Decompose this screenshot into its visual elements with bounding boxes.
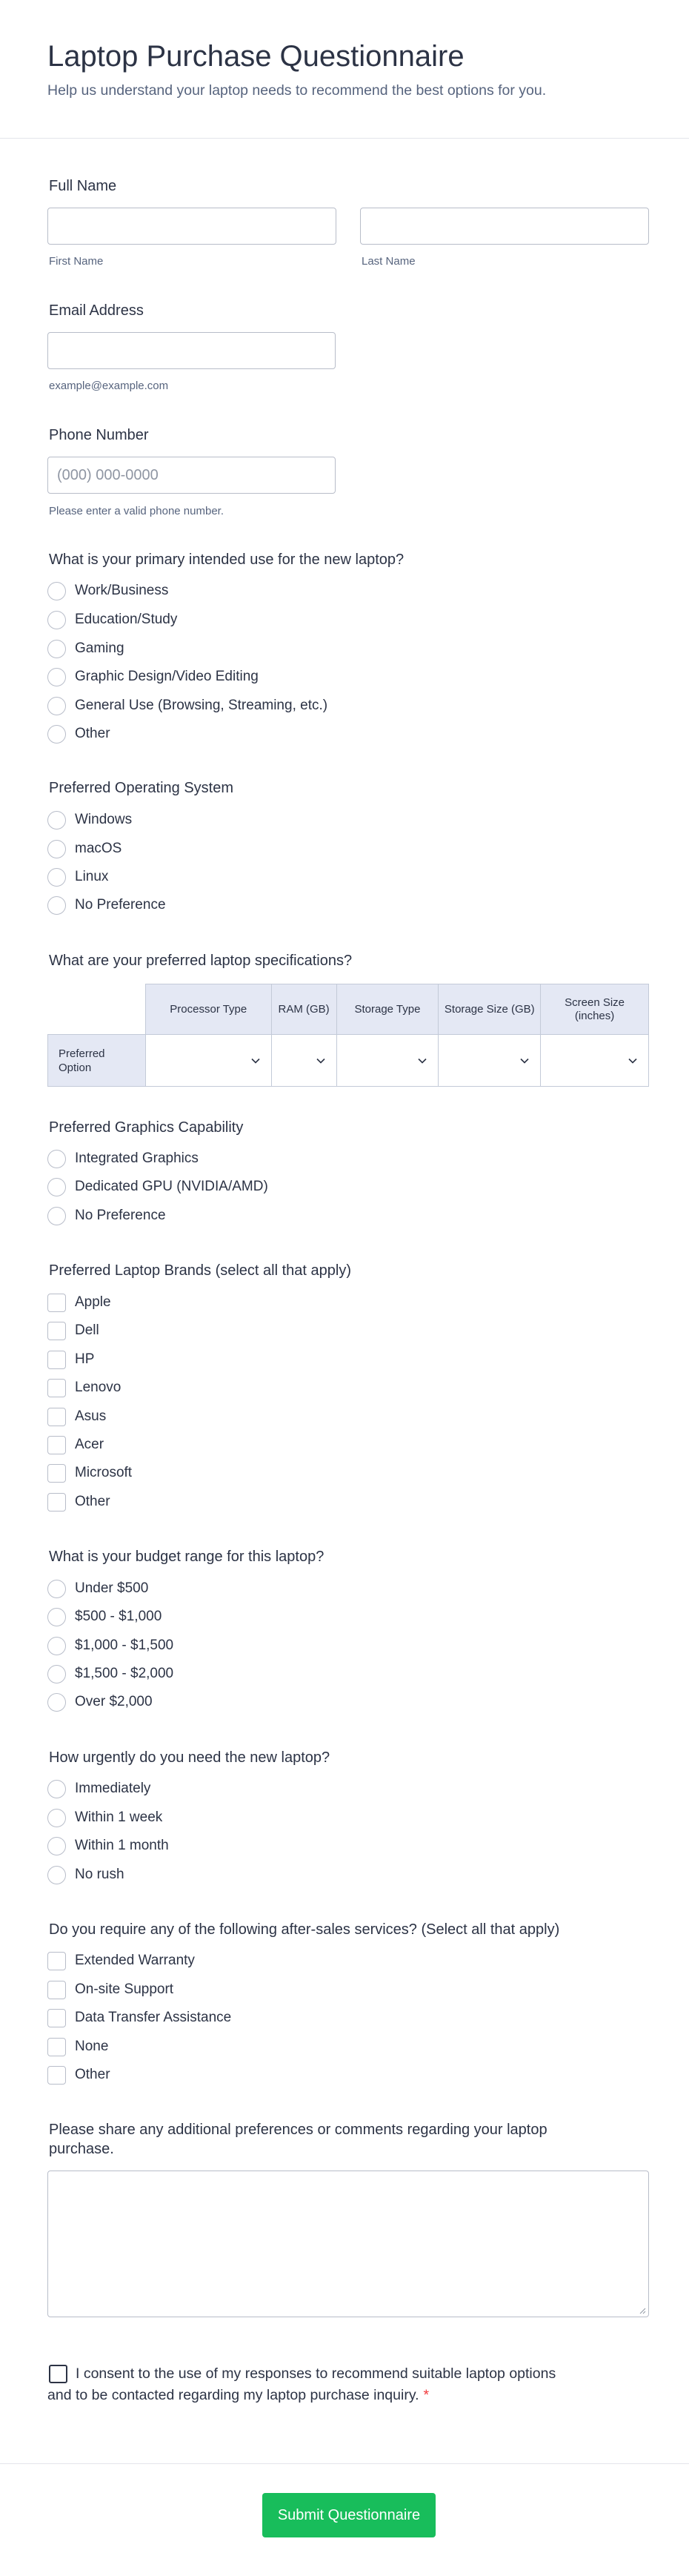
radio-button[interactable] — [47, 896, 66, 915]
radio-option[interactable] — [47, 1606, 162, 1628]
option-label: General Use (Browsing, Streaming, etc.) — [75, 698, 328, 713]
chevron-down-icon — [316, 1056, 326, 1066]
option-label: $500 - $1,000 — [75, 1609, 162, 1624]
specs-label: What are your preferred laptop specifications? — [49, 953, 353, 969]
checkbox[interactable] — [47, 1351, 66, 1369]
radio-button[interactable] — [47, 1837, 66, 1855]
matrix-column-header: Processor Type — [145, 984, 271, 1035]
option-label: Gaming — [75, 640, 124, 656]
radio-option[interactable] — [47, 1635, 173, 1657]
checkbox-option[interactable] — [47, 1950, 195, 1972]
radio-option[interactable] — [47, 866, 108, 888]
radio-option[interactable] — [47, 1176, 268, 1198]
phone-label: Phone Number — [49, 427, 149, 443]
checkbox-option[interactable] — [47, 1320, 99, 1342]
checkbox[interactable] — [47, 1952, 66, 1970]
option-label: No Preference — [75, 897, 166, 913]
radio-button[interactable] — [47, 611, 66, 629]
option-label: Asus — [75, 1408, 107, 1424]
option-label: Work/Business — [75, 583, 169, 598]
radio-option[interactable] — [47, 695, 327, 717]
radio-option[interactable] — [47, 1691, 153, 1713]
radio-option[interactable] — [47, 723, 110, 745]
option-label: Over $2,000 — [75, 1694, 153, 1709]
budget-label: What is your budget range for this laptop? — [49, 1549, 324, 1565]
radio-button[interactable] — [47, 1150, 66, 1168]
radio-button[interactable] — [47, 668, 66, 686]
radio-option[interactable] — [47, 894, 166, 916]
page-title: Laptop Purchase Questionnaire — [47, 40, 465, 73]
radio-option[interactable] — [47, 609, 177, 631]
option-label: Graphic Design/Video Editing — [75, 669, 259, 684]
checkbox[interactable] — [47, 2038, 66, 2056]
header-divider — [0, 138, 689, 139]
option-label: $1,000 - $1,500 — [75, 1638, 174, 1653]
option-label: Extended Warranty — [75, 1953, 195, 1968]
option-label: Data Transfer Assistance — [75, 2010, 232, 2025]
radio-button[interactable] — [47, 1809, 66, 1827]
radio-button[interactable] — [47, 1178, 66, 1196]
checkbox-option[interactable] — [47, 1491, 110, 1513]
radio-button[interactable] — [47, 1637, 66, 1655]
graphics-label: Preferred Graphics Capability — [49, 1119, 244, 1136]
submit-button[interactable]: Submit Questionnaire — [262, 2493, 436, 2537]
radio-button[interactable] — [47, 1608, 66, 1626]
chevron-down-icon — [519, 1056, 530, 1066]
phone-sublabel: Please enter a valid phone number. — [49, 505, 224, 517]
services-label: Do you require any of the following after-sales services? (Select all that apply) — [49, 1921, 560, 1938]
email-field[interactable] — [47, 332, 336, 369]
consent-label — [47, 2363, 581, 2406]
option-label: Within 1 week — [75, 1810, 163, 1825]
first-name-input[interactable] — [47, 208, 336, 245]
radio-button[interactable] — [47, 1693, 66, 1712]
required-mark: * — [423, 2387, 430, 2403]
os-label: Preferred Operating System — [49, 780, 233, 796]
option-label: Microsoft — [75, 1465, 133, 1480]
resize-handle-icon[interactable] — [639, 2307, 646, 2314]
checkbox-option[interactable] — [47, 1377, 121, 1399]
phone-field[interactable] — [47, 457, 336, 494]
checkbox[interactable] — [47, 1493, 66, 1512]
checkbox[interactable] — [47, 1981, 66, 1999]
option-label: Windows — [75, 812, 133, 827]
option-label: None — [75, 2039, 109, 2054]
option-label: Other — [75, 2067, 110, 2082]
radio-option[interactable] — [47, 666, 259, 688]
checkbox-option[interactable] — [47, 2007, 231, 2029]
checkbox[interactable] — [47, 2066, 66, 2085]
radio-button[interactable] — [47, 1866, 66, 1884]
option-label: Integrated Graphics — [75, 1150, 199, 1166]
urgency-label: How urgently do you need the new laptop? — [49, 1749, 330, 1766]
radio-option[interactable] — [47, 1807, 162, 1829]
checkbox[interactable] — [47, 2009, 66, 2027]
checkbox-option[interactable] — [47, 1348, 94, 1371]
radio-button[interactable] — [47, 582, 66, 600]
matrix-row-header: Preferred Option — [48, 1035, 146, 1087]
consent-text: I consent to the use of my responses to recommend suitable laptop options and to be contacted regarding my laptop purchase inquiry. — [47, 2365, 556, 2403]
checkbox[interactable] — [47, 1436, 66, 1454]
checkbox[interactable] — [47, 1379, 66, 1397]
page-subtitle: Help us understand your laptop needs to recommend the best options for you. — [47, 82, 547, 99]
checkbox[interactable] — [47, 1294, 66, 1312]
option-label: Under $500 — [75, 1580, 149, 1596]
last-name-input[interactable] — [360, 208, 649, 245]
option-label: Acer — [75, 1437, 104, 1452]
radio-option[interactable] — [47, 838, 122, 860]
brands-label: Preferred Laptop Brands (select all that apply) — [49, 1262, 351, 1279]
storage-size-dropdown[interactable] — [439, 1035, 541, 1087]
specs-matrix — [47, 984, 649, 1087]
option-label: $1,500 - $2,000 — [75, 1666, 174, 1681]
chevron-down-icon — [417, 1056, 427, 1066]
radio-button[interactable] — [47, 640, 66, 658]
radio-option[interactable] — [47, 1835, 169, 1857]
option-label: Education/Study — [75, 612, 178, 627]
radio-option[interactable] — [47, 1205, 166, 1227]
email-label: Email Address — [49, 302, 144, 319]
checkbox-option[interactable] — [47, 1434, 104, 1456]
radio-button[interactable] — [47, 811, 66, 830]
option-label: macOS — [75, 841, 122, 856]
radio-button[interactable] — [47, 1780, 66, 1798]
option-label: Apple — [75, 1294, 111, 1310]
option-label: HP — [75, 1351, 95, 1367]
radio-option[interactable] — [47, 1148, 199, 1170]
storage-type-dropdown[interactable] — [336, 1035, 439, 1087]
chevron-down-icon — [628, 1056, 638, 1066]
ram-dropdown[interactable] — [271, 1035, 336, 1087]
option-label: Lenovo — [75, 1380, 122, 1395]
option-label: Dell — [75, 1322, 99, 1338]
matrix-corner — [48, 984, 146, 1035]
checkbox-option[interactable] — [47, 2064, 110, 2086]
last-name-sublabel: Last Name — [362, 255, 416, 268]
radio-option[interactable] — [47, 580, 168, 602]
radio-option[interactable] — [47, 1663, 173, 1685]
first-name-sublabel: First Name — [49, 255, 104, 268]
checkbox-option[interactable] — [47, 2036, 108, 2058]
option-label: Other — [75, 726, 110, 741]
radio-button[interactable] — [47, 1665, 66, 1683]
radio-option[interactable] — [47, 1864, 124, 1886]
checkbox[interactable] — [47, 1464, 66, 1483]
option-label: Dedicated GPU (NVIDIA/AMD) — [75, 1179, 268, 1194]
option-label: Other — [75, 1494, 110, 1509]
checkbox-option[interactable] — [47, 1979, 173, 2001]
screen-size-dropdown[interactable] — [541, 1035, 649, 1087]
matrix-column-header: RAM (GB) — [271, 984, 336, 1035]
option-label: Linux — [75, 869, 109, 884]
option-label: No Preference — [75, 1208, 166, 1223]
radio-button[interactable] — [47, 840, 66, 858]
radio-button[interactable] — [47, 868, 66, 887]
matrix-column-header: Storage Type — [336, 984, 439, 1035]
radio-option[interactable] — [47, 809, 132, 831]
radio-button[interactable] — [47, 697, 66, 715]
footer-divider — [0, 2463, 689, 2464]
comments-label: Please share any additional preferences or comments regarding your laptop purchase. — [49, 2122, 547, 2157]
checkbox[interactable] — [47, 1408, 66, 1426]
radio-option[interactable] — [47, 638, 124, 660]
full-name-label: Full Name — [49, 178, 117, 194]
chevron-down-icon — [250, 1056, 261, 1066]
matrix-column-header: Screen Size (inches) — [541, 984, 649, 1035]
radio-option[interactable] — [47, 1577, 148, 1600]
checkbox-option[interactable] — [47, 1291, 111, 1314]
radio-button[interactable] — [47, 725, 66, 744]
radio-option[interactable] — [47, 1778, 150, 1800]
option-label: Immediately — [75, 1781, 151, 1796]
option-label: No rush — [75, 1867, 124, 1882]
option-label: On-site Support — [75, 1981, 174, 1997]
comments-textarea[interactable] — [47, 2171, 649, 2317]
checkbox[interactable] — [47, 1322, 66, 1340]
checkbox-option[interactable] — [47, 1462, 132, 1484]
email-sublabel: example@example.com — [49, 380, 169, 392]
processor-type-dropdown[interactable] — [145, 1035, 271, 1087]
matrix-column-header: Storage Size (GB) — [439, 984, 541, 1035]
radio-button[interactable] — [47, 1580, 66, 1598]
checkbox-option[interactable] — [47, 1405, 106, 1428]
option-label: Within 1 month — [75, 1838, 169, 1853]
primary-use-label: What is your primary intended use for the new laptop? — [49, 552, 405, 568]
radio-button[interactable] — [47, 1207, 66, 1225]
